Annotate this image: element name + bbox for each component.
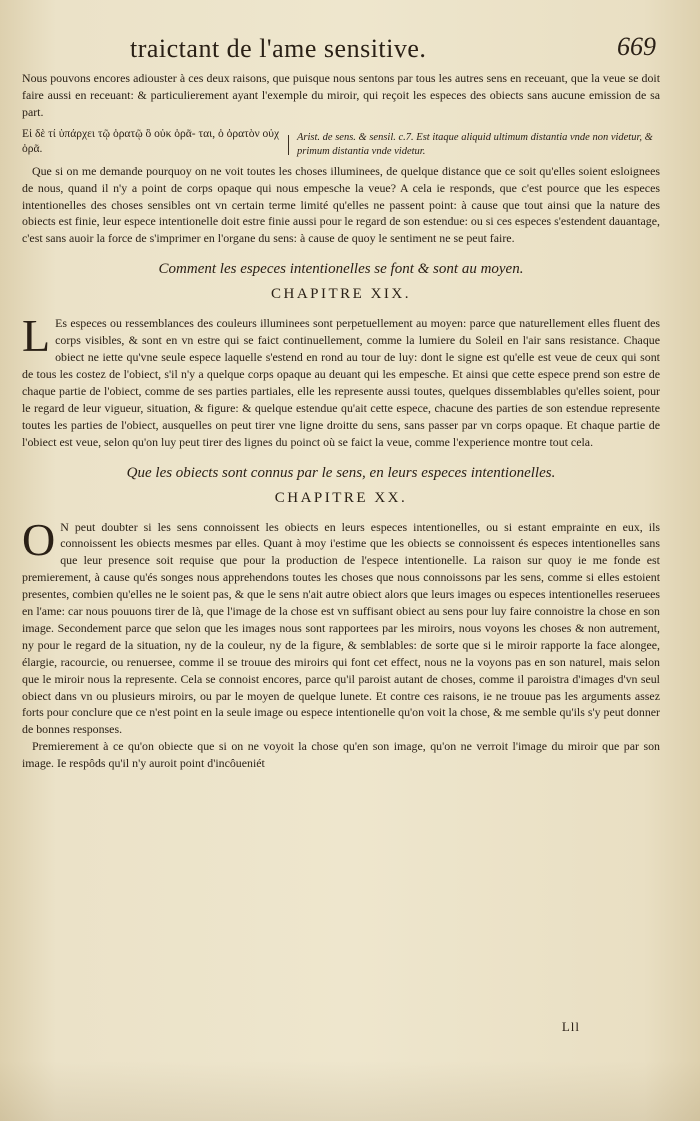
drop-capital-o: O: [22, 513, 56, 565]
paragraph-emission: Nous pouvons encores adiouster à ces deux raisons, que puisque nous sentons par tous les autres sens en receuant, que la veue se doit faire aussi en receuant: & particulierement ayant l'exemple du miroir, qui reçoit les especes des obiects sans aucune emission de sa part.: [22, 71, 660, 119]
chapter-19-body: Es especes ou ressemblances des couleurs illuminees sont perpetuellement au moyen: parce que naturellement elles fluent des corps visibles, & sont en vn estre qui se faict continuellement, comme la lumiere du Soleil en l'air sans resistance. Chaque obiect ne iette qu'vne seule espece laquelle s'estend en rond au tour de luy: dont le signe est qu'elle est veue de ceux qui sont de tous les costez de l'obiect, s'il n'y a quelque corps opaque au deuant qui les empesche. Et ainsi que cette espece prend son estre de chaque partie de l'obiect, comme de ses parties partiales, elle les represente aussi toutes, quelques dissemblables qu'elles soient, pour le regard de leur vigueur, situation, & figure: & quelque estendue qu'ait cette espece, chacune des parties de son estendue represente toutes les parties de l'obiect, ausquelles on peut tirer vne ligne droitte du sens, sans passer par vn corps opaque. Et chaque partie de l'obiect est veue, selon qu'on luy peut tirer des lignes du poinct où se faict la veue, comme l'experience montre tout cela.: [22, 316, 660, 449]
signature-mark: Lll: [561, 1019, 580, 1034]
page-number: 669: [617, 32, 656, 61]
latin-marginal-note: Arist. de sens. & sensil. c.7. Est itaque aliquid ultimum distantia vnde non videtur, & primum distantia vnde videtur.: [297, 131, 653, 157]
chapter-title-19: CHAPITRE XIX.: [271, 286, 411, 303]
section-heading-19: Comment les especes intentionelles se font & sont au moyen.: [158, 261, 524, 278]
chapter-title-20: CHAPITRE XX.: [274, 489, 408, 506]
greek-quotation: Εἰ δὲ τί ὑπάρχει τῷ ὁρατῷ ὃ οὐκ ὁρᾶ- ται, ὁ ὁρατὸν οὐχ ὁρᾶ.: [22, 127, 280, 155]
running-header: [22, 30, 660, 70]
citation-divider: [288, 135, 289, 155]
citation-block: [22, 127, 660, 159]
section-heading-20: Que les obiects sont connus par le sens, en leurs especes intentionelles.: [126, 464, 556, 481]
chapter-19-text: [22, 310, 660, 450]
running-title: traictant de l'ame sensitive.: [130, 34, 427, 63]
chapter-20-text-continued: Premierement à ce qu'on obiecte que si on ne voyoit la chose qu'en son image, qu'on ne verroit l'image du miroir que par son image. Ie respôds qu'il n'y auroit point d'incôueniét: [22, 739, 660, 771]
drop-capital-l: L: [22, 310, 51, 362]
chapter-20-text: [22, 513, 660, 739]
chapter-20-body: N peut doubter si les sens connoissent les obiects en leurs especes intentionelles, ou si estant emprainte en eux, ils connoissent les obiects mesmes par elles. Quant à moy i'estime que les obiects se connoissent és especes intentionelles sans que leur presence soit requise que pour la production de l'espece intentionelle. La raison sur quoy ie me fonde est premierement, à cause qu'és songes nous apprehendons toutes les choses que nous connoissons par les sens, comme si elles estoient presentes, combien qu'elles ne le soient pas, & que le sens n'ait autre obiect alors que leurs images ou especes intentionelles reseruees en l'ame: car nous pouuons tirer de là, que l'image de la chose est vn suffisant obiect au sens pour luy faire connoistre la chose en son image. Secondement parce que selon que les images nous sont rapportees par les miroirs, nous voyons les choses & non autrement, ny pour le regard de la situation, ny de la couleur, ny de la figure, & semblables: de sorte que si le miroir rapporte la face alongee, élargie, racourcie, ou renuersee, comme il se trouue des miroirs qui font cet effect, nous ne la voyons pas en son naturel, mais selon que le miroir nous la represente. Cela se connoist encores, parce qu'il paroist autant de choses, comme il paroistra d'images d'vn seul obiect dans vn ou plusieurs miroirs, ou par le moyen de quelque lunete. Et contre ces raisons, ie ne trouue pas les arguments assez forts pour conclure que ce n'est point en la seule image ou espece intentionelle qu'on voit la chose, & me semble qu'ils s'y peut donner de bonnes responses.: [22, 519, 660, 737]
paragraph-distance: Que si on me demande pourquoy on ne voit toutes les choses illuminees, de quelque distance que ce soit qu'elles soient esloignees de nous, quand il n'y a point de corps opaque qui nous empesche la veue? A cela ie responds, que c'est pource que les especes intentionelles des choses sensibles ont vn certain terme limité qu'elles ne passent point: à cause que tout ainsi que la nature des obiects est finie, leur espece intentionelle doit estre finie aussi pour le regard de son estendue: ou si ces especes s'estendent dauantage, c'est sans auoir la force de s'imprimer en l'organe du sens: à cause de quoy le sentiment ne se peut faire.: [22, 163, 660, 246]
